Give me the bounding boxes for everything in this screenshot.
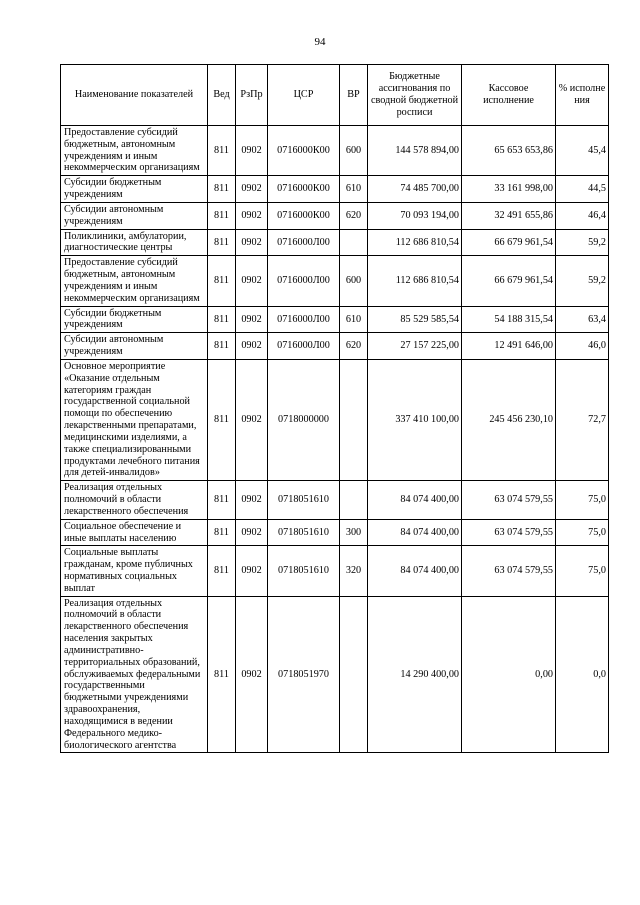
row-csr: 0718051970	[268, 596, 340, 753]
row-name: Основное мероприятие «Оказание отдельным категориям граждан государственной социальной помощи по обеспечению лекарственными препаратами, медицинскими изделиями, а также специализированными продуктами лечебного питания для детей-инвалидов»	[61, 359, 208, 480]
row-percent: 45,4	[556, 126, 609, 176]
table-header-row	[61, 65, 609, 126]
row-ved: 811	[208, 256, 236, 306]
row-name: Социальное обеспечение и иные выплаты населению	[61, 519, 208, 546]
row-percent: 72,7	[556, 359, 609, 480]
row-percent: 75,0	[556, 519, 609, 546]
row-ved: 811	[208, 546, 236, 596]
table-row	[61, 596, 609, 753]
row-name: Субсидии бюджетным учреждениям	[61, 176, 208, 203]
row-percent: 75,0	[556, 481, 609, 519]
row-percent: 44,5	[556, 176, 609, 203]
header-rzpr: РзПр	[236, 65, 268, 126]
row-percent: 0,0	[556, 596, 609, 753]
row-csr: 0716000Л00	[268, 333, 340, 360]
table-row	[61, 546, 609, 596]
row-name: Реализация отдельных полномочий в области лекарственного обеспечения	[61, 481, 208, 519]
row-name: Субсидии автономным учреждениям	[61, 333, 208, 360]
table-row	[61, 359, 609, 480]
row-vr: 600	[340, 126, 368, 176]
row-cash: 12 491 646,00	[462, 333, 556, 360]
row-cash: 65 653 653,86	[462, 126, 556, 176]
row-csr: 0716000Л00	[268, 256, 340, 306]
header-percent: % исполне ния	[556, 65, 609, 126]
table-row	[61, 519, 609, 546]
row-vr: 620	[340, 333, 368, 360]
row-csr: 0716000Л00	[268, 229, 340, 256]
header-budget: Бюджетные ассигнования по сводной бюджетной росписи	[368, 65, 462, 126]
row-percent: 59,2	[556, 256, 609, 306]
row-csr: 0716000К00	[268, 202, 340, 229]
row-name: Предоставление субсидий бюджетным, автономным учреждениям и иным некоммерческим организациям	[61, 256, 208, 306]
row-name: Поликлиники, амбулатории, диагностические центры	[61, 229, 208, 256]
row-rzpr: 0902	[236, 519, 268, 546]
row-vr	[340, 229, 368, 256]
row-ved: 811	[208, 229, 236, 256]
row-csr: 0718000000	[268, 359, 340, 480]
table-row	[61, 481, 609, 519]
row-ved: 811	[208, 481, 236, 519]
table-row	[61, 333, 609, 360]
row-csr: 0716000Л00	[268, 306, 340, 333]
row-csr: 0716000К00	[268, 126, 340, 176]
header-cash: Кассовое исполнение	[462, 65, 556, 126]
row-ved: 811	[208, 359, 236, 480]
row-percent: 63,4	[556, 306, 609, 333]
row-rzpr: 0902	[236, 256, 268, 306]
row-name: Социальные выплаты гражданам, кроме публичных нормативных социальных выплат	[61, 546, 208, 596]
row-budget: 84 074 400,00	[368, 546, 462, 596]
row-ved: 811	[208, 306, 236, 333]
row-vr	[340, 481, 368, 519]
row-cash: 63 074 579,55	[462, 481, 556, 519]
row-ved: 811	[208, 333, 236, 360]
row-rzpr: 0902	[236, 481, 268, 519]
row-rzpr: 0902	[236, 596, 268, 753]
row-cash: 63 074 579,55	[462, 546, 556, 596]
row-cash: 0,00	[462, 596, 556, 753]
table-row	[61, 176, 609, 203]
row-rzpr: 0902	[236, 126, 268, 176]
row-rzpr: 0902	[236, 333, 268, 360]
row-ved: 811	[208, 176, 236, 203]
row-budget: 70 093 194,00	[368, 202, 462, 229]
row-cash: 66 679 961,54	[462, 229, 556, 256]
row-vr: 610	[340, 306, 368, 333]
header-ved: Вед	[208, 65, 236, 126]
row-vr: 600	[340, 256, 368, 306]
table-row	[61, 202, 609, 229]
row-rzpr: 0902	[236, 176, 268, 203]
row-budget: 85 529 585,54	[368, 306, 462, 333]
row-name: Субсидии бюджетным учреждениям	[61, 306, 208, 333]
row-vr: 320	[340, 546, 368, 596]
row-rzpr: 0902	[236, 546, 268, 596]
row-budget: 27 157 225,00	[368, 333, 462, 360]
row-vr: 300	[340, 519, 368, 546]
row-vr: 610	[340, 176, 368, 203]
row-ved: 811	[208, 126, 236, 176]
table-row	[61, 126, 609, 176]
header-vr: ВР	[340, 65, 368, 126]
row-cash: 32 491 655,86	[462, 202, 556, 229]
row-csr: 0718051610	[268, 519, 340, 546]
row-vr	[340, 596, 368, 753]
row-percent: 59,2	[556, 229, 609, 256]
table-row	[61, 256, 609, 306]
row-ved: 811	[208, 596, 236, 753]
row-budget: 84 074 400,00	[368, 519, 462, 546]
row-csr: 0718051610	[268, 481, 340, 519]
row-budget: 112 686 810,54	[368, 256, 462, 306]
row-budget: 112 686 810,54	[368, 229, 462, 256]
row-budget: 74 485 700,00	[368, 176, 462, 203]
header-csr: ЦСР	[268, 65, 340, 126]
page-number: 94	[314, 36, 326, 48]
row-budget: 337 410 100,00	[368, 359, 462, 480]
row-percent: 46,0	[556, 333, 609, 360]
row-budget: 84 074 400,00	[368, 481, 462, 519]
row-cash: 54 188 315,54	[462, 306, 556, 333]
row-rzpr: 0902	[236, 229, 268, 256]
row-name: Предоставление субсидий бюджетным, автономным учреждениям и иным некоммерческим организациям	[61, 126, 208, 176]
row-vr	[340, 359, 368, 480]
row-rzpr: 0902	[236, 306, 268, 333]
header-name: Наименование показателей	[61, 65, 208, 126]
row-percent: 75,0	[556, 546, 609, 596]
row-name: Реализация отдельных полномочий в области лекарственного обеспечения населения закрытых административно-территориальных образований, обслуживаемых федеральными государственными бюджетными учреждениями здравоохранения, находящимися в ведении Федерального медико-биологического агентства	[61, 596, 208, 753]
row-percent: 46,4	[556, 202, 609, 229]
row-cash: 245 456 230,10	[462, 359, 556, 480]
row-rzpr: 0902	[236, 202, 268, 229]
table-row	[61, 306, 609, 333]
row-csr: 0718051610	[268, 546, 340, 596]
row-cash: 63 074 579,55	[462, 519, 556, 546]
row-ved: 811	[208, 202, 236, 229]
row-csr: 0716000К00	[268, 176, 340, 203]
table-row	[61, 229, 609, 256]
row-cash: 33 161 998,00	[462, 176, 556, 203]
budget-execution-table	[60, 64, 609, 753]
row-cash: 66 679 961,54	[462, 256, 556, 306]
row-budget: 144 578 894,00	[368, 126, 462, 176]
row-ved: 811	[208, 519, 236, 546]
row-budget: 14 290 400,00	[368, 596, 462, 753]
row-vr: 620	[340, 202, 368, 229]
row-name: Субсидии автономным учреждениям	[61, 202, 208, 229]
row-rzpr: 0902	[236, 359, 268, 480]
